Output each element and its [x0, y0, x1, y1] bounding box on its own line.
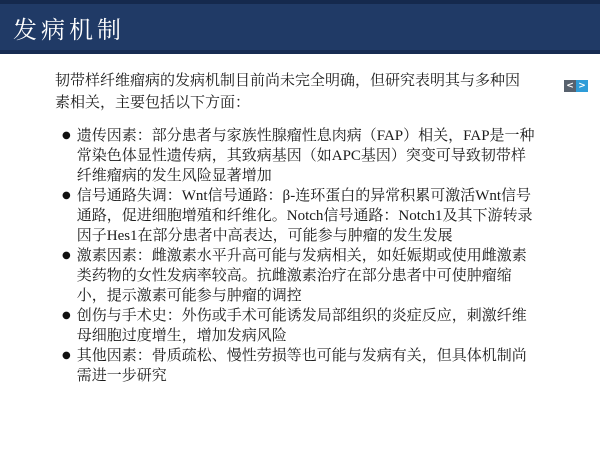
- intro-paragraph: 韧带样纤维瘤病的发病机制目前尚未完全明确，但研究表明其与多种因素相关，主要包括以下方面：: [55, 73, 521, 111]
- bullet-list: [55, 126, 538, 386]
- bullet-icon: ●: [62, 250, 71, 261]
- list-item: [62, 306, 538, 346]
- list-item: [62, 186, 538, 246]
- bullet-icon: ●: [62, 130, 71, 141]
- bullet-icon: ●: [62, 350, 71, 361]
- bullet-text-signal-pathways: 信号通路失调：Wnt信号通路：β-连环蛋白的异常积累可激活Wnt信号通路，促进细胞增殖和纤维化。Notch信号通路：Notch1及其下游转录因子Hes1在部分患者中高表达，可能参与肿瘤的发生发展: [76, 188, 533, 244]
- prev-arrow-button[interactable]: <: [564, 80, 576, 92]
- bullet-text-genetic-factors: 遗传因素：部分患者与家族性腺瘤性息肉病（FAP）相关，FAP是一种常染色体显性遗传病，其致病基因（如APC基因）突变可导致韧带样纤维瘤病的发生风险显著增加: [76, 128, 535, 184]
- bullet-icon: ●: [62, 190, 71, 201]
- slide-header: [0, 0, 600, 54]
- list-item: [62, 126, 538, 186]
- bullet-text-trauma-surgery: 创伤与手术史：外伤或手术可能诱发局部组织的炎症反应，刺激纤维母细胞过度增生，增加发病风险: [76, 308, 527, 344]
- slide-content: [0, 54, 600, 386]
- list-item: [62, 246, 538, 306]
- bullet-text-other-factors: 其他因素：骨质疏松、慢性劳损等也可能与发病有关，但具体机制尚需进一步研究: [76, 348, 527, 384]
- page-title: 发病机制: [13, 17, 125, 44]
- next-arrow-button[interactable]: >: [576, 80, 588, 92]
- bullet-icon: ●: [62, 310, 71, 321]
- slide-nav: [564, 80, 588, 92]
- bullet-text-hormone-factors: 激素因素：雌激素水平升高可能与发病相关，如妊娠期或使用雌激素类药物的女性发病率较高。抗雌激素治疗在部分患者中可使肿瘤缩小，提示激素可能参与肿瘤的调控: [76, 248, 527, 304]
- list-item: [62, 346, 538, 386]
